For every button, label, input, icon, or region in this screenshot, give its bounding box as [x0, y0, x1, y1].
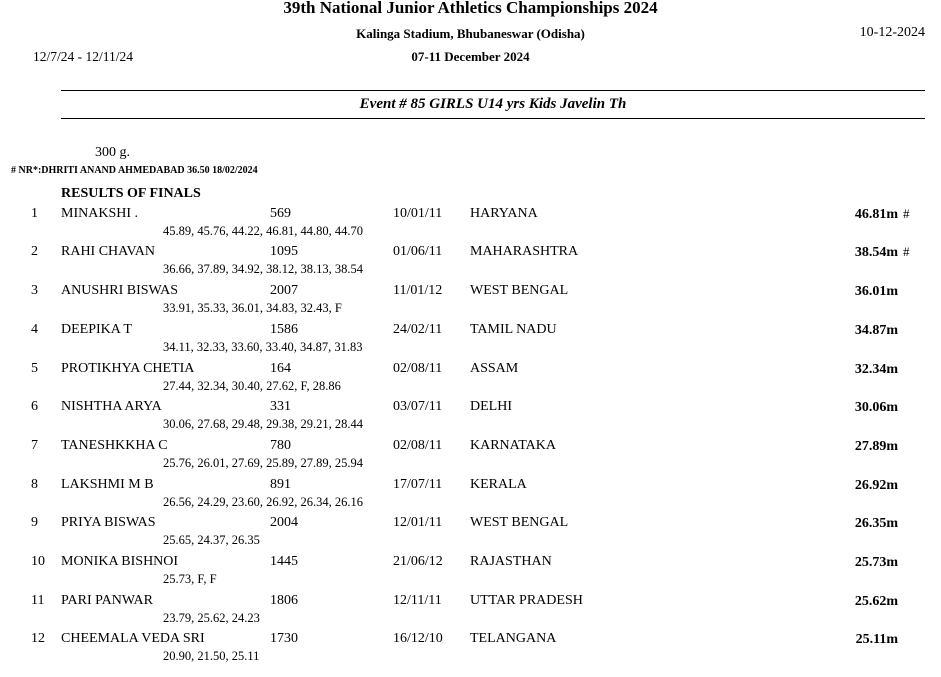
attempt-series: 27.44, 32.34, 30.40, 27.62, F, 28.86	[163, 379, 341, 393]
athlete-name: CHEEMALA VEDA SRI	[61, 631, 205, 646]
athlete-name: PRIYA BISWAS	[61, 515, 156, 530]
championship-title: 39th National Junior Athletics Championships 2024	[283, 0, 658, 17]
record-flag: #	[903, 206, 910, 221]
state-name: KERALA	[470, 477, 527, 492]
record-flag: #	[903, 244, 910, 259]
dob-range: 12/7/24 - 12/11/24	[33, 49, 133, 64]
date-of-birth: 21/06/12	[393, 554, 443, 569]
athlete-name: RAHI CHAVAN	[61, 244, 156, 259]
bib-number: 1806	[270, 593, 298, 608]
implement-weight: 300 g.	[95, 145, 130, 160]
result-row	[0, 631, 941, 670]
result-rank: 10	[31, 554, 45, 569]
result-rank: 8	[31, 477, 38, 492]
print-date: 10-12-2024	[859, 25, 925, 40]
attempt-series: 26.56, 24.29, 23.60, 26.92, 26.34, 26.16	[163, 495, 363, 509]
result-row	[0, 593, 941, 632]
best-mark: 32.34m	[854, 362, 898, 377]
attempt-series: 36.66, 37.89, 34.92, 38.12, 38.13, 38.54	[163, 262, 363, 276]
result-rank: 9	[31, 515, 38, 530]
attempt-series: 25.76, 26.01, 27.69, 25.89, 27.89, 25.94	[163, 456, 363, 470]
results-heading: RESULTS OF FINALS	[61, 186, 201, 201]
result-rank: 11	[31, 593, 45, 608]
date-of-birth: 10/01/11	[393, 206, 443, 221]
divider-top	[61, 90, 925, 91]
best-mark: 30.06m	[854, 400, 898, 415]
date-of-birth: 16/12/10	[393, 631, 443, 646]
attempt-series: 30.06, 27.68, 29.48, 29.38, 29.21, 28.44	[163, 417, 363, 431]
attempt-series: 34.11, 32.33, 33.60, 33.40, 34.87, 31.83	[163, 340, 363, 354]
result-row	[0, 244, 941, 283]
result-rank: 7	[31, 438, 38, 453]
athlete-name: MINAKSHI .	[61, 206, 138, 221]
result-rank: 5	[31, 361, 38, 376]
attempt-series: 45.89, 45.76, 44.22, 46.81, 44.80, 44.70	[163, 224, 363, 238]
date-of-birth: 03/07/11	[393, 399, 443, 414]
date-of-birth: 24/02/11	[393, 322, 443, 337]
state-name: KARNATAKA	[470, 438, 556, 453]
date-of-birth: 02/08/11	[393, 438, 443, 453]
athlete-name: MONIKA BISHNOI	[61, 554, 179, 569]
best-mark: 25.73m	[854, 555, 898, 570]
attempt-series: 23.79, 25.62, 24.23	[163, 611, 260, 625]
athlete-name: DEEPIKA T	[61, 322, 132, 337]
state-name: MAHARASHTRA	[470, 244, 579, 259]
bib-number: 569	[270, 206, 291, 221]
bib-number: 331	[270, 399, 291, 414]
attempt-series: 20.90, 21.50, 25.11	[163, 649, 260, 663]
state-name: TAMIL NADU	[470, 322, 557, 337]
date-of-birth: 11/01/12	[393, 283, 443, 298]
bib-number: 780	[270, 438, 291, 453]
best-mark: 38.54m	[854, 245, 898, 260]
bib-number: 2004	[270, 515, 298, 530]
best-mark: 25.62m	[854, 594, 898, 609]
venue: Kalinga Stadium, Bhubaneswar (Odisha)	[356, 26, 585, 41]
date-of-birth: 12/11/11	[393, 593, 442, 608]
result-rank: 1	[31, 206, 38, 221]
result-row	[0, 322, 941, 361]
date-of-birth: 12/01/11	[393, 515, 443, 530]
event-title: Event # 85 GIRLS U14 yrs Kids Javelin Th	[359, 96, 627, 112]
result-row	[0, 554, 941, 593]
bib-number: 1730	[270, 631, 298, 646]
best-mark: 36.01m	[854, 284, 898, 299]
bib-number: 1586	[270, 322, 298, 337]
athlete-name: PROTIKHYA CHETIA	[61, 361, 195, 376]
attempt-series: 33.91, 35.33, 36.01, 34.83, 32.43, F	[163, 301, 342, 315]
state-name: UTTAR PRADESH	[470, 593, 583, 608]
best-mark: 26.35m	[854, 516, 898, 531]
bib-number: 1095	[270, 244, 298, 259]
bib-number: 2007	[270, 283, 298, 298]
championship-dates: 07-11 December 2024	[411, 49, 530, 64]
attempt-series: 25.65, 24.37, 26.35	[163, 533, 260, 547]
state-name: DELHI	[470, 399, 512, 414]
state-name: RAJASTHAN	[470, 554, 552, 569]
result-row	[0, 399, 941, 438]
athlete-name: NISHTHA ARYA	[61, 399, 162, 414]
date-of-birth: 01/06/11	[393, 244, 443, 259]
athlete-name: LAKSHMI M B	[61, 477, 154, 492]
attempt-series: 25.73, F, F	[163, 572, 217, 586]
athlete-name: ANUSHRI BISWAS	[61, 283, 179, 298]
bib-number: 1445	[270, 554, 298, 569]
result-row	[0, 477, 941, 516]
national-record: # NR*:DHRITI ANAND AHMEDABAD 36.50 18/02/2024	[11, 165, 258, 176]
result-rank: 3	[31, 283, 38, 298]
result-row	[0, 515, 941, 554]
state-name: WEST BENGAL	[470, 283, 569, 298]
state-name: HARYANA	[470, 206, 538, 221]
athlete-name: PARI PANWAR	[61, 593, 153, 608]
result-rank: 2	[31, 244, 38, 259]
state-name: ASSAM	[470, 361, 519, 376]
result-rank: 12	[31, 631, 45, 646]
result-rank: 4	[31, 322, 38, 337]
bib-number: 891	[270, 477, 291, 492]
date-of-birth: 17/07/11	[393, 477, 443, 492]
date-of-birth: 02/08/11	[393, 361, 443, 376]
result-row	[0, 283, 941, 322]
divider-bottom	[61, 118, 925, 119]
best-mark: 26.92m	[854, 478, 898, 493]
result-row	[0, 206, 941, 245]
bib-number: 164	[270, 361, 291, 376]
best-mark: 34.87m	[854, 323, 898, 338]
best-mark: 25.11m	[855, 632, 898, 647]
state-name: TELANGANA	[470, 631, 557, 646]
result-rank: 6	[31, 399, 38, 414]
athlete-name: TANESHKKHA C	[61, 438, 168, 453]
state-name: WEST BENGAL	[470, 515, 569, 530]
result-row	[0, 438, 941, 477]
best-mark: 46.81m	[854, 207, 898, 222]
result-row	[0, 361, 941, 400]
best-mark: 27.89m	[854, 439, 898, 454]
